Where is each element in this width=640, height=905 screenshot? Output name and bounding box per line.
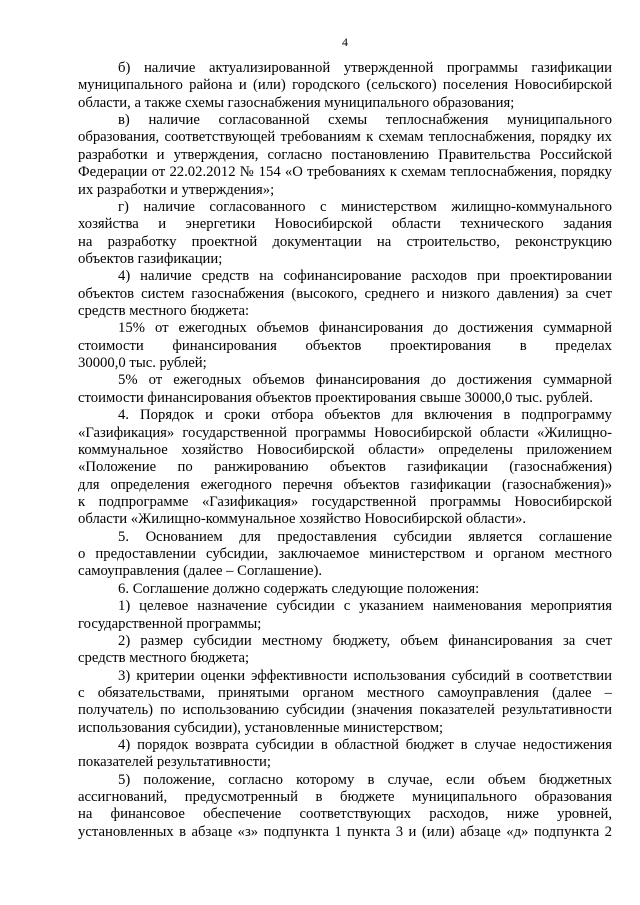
text-line: средств местного бюджета: — [78, 303, 250, 320]
item-4-cofinancing-funds — [78, 268, 612, 320]
text-line: 4. Порядок и сроки отбора объектов для включения в подпрограмму — [118, 407, 612, 424]
text-line: к подпрограмме «Газификация» государственной программы Новосибирской — [78, 493, 612, 510]
text-line: 6. Соглашение должно содержать следующие положения: — [118, 580, 480, 597]
cofinancing-rate-5-percent — [78, 372, 612, 407]
text-line: стоимости финансирования объектов проектирования в пределах — [78, 337, 612, 354]
text-line: 5. Основанием для предоставления субсидии является соглашение — [118, 528, 612, 545]
text-line: на финансовое обеспечение соответствующих расходов, ниже уровней, — [78, 806, 612, 823]
text-line: о предоставлении субсидии, заключаемое министерством и органом местного — [78, 546, 612, 563]
text-line: г) наличие согласованного с министерством жилищно-коммунального — [118, 198, 612, 215]
text-line: стоимости финансирования объектов проектирования свыше 30000,0 тыс. рублей. — [78, 389, 593, 406]
text-line: 15% от ежегодных объемов финансирования до достижения суммарной — [118, 320, 612, 337]
clause-b-gasification-program — [78, 60, 612, 112]
text-line: б) наличие актуализированной утвержденной программы газификации — [118, 60, 612, 76]
text-line: 4) порядок возврата субсидии в областной бюджет в случае недостижения — [118, 737, 612, 754]
text-line: 5% от ежегодных объемов финансирования до достижения суммарной — [118, 372, 612, 389]
section-6-agreement-contents — [78, 581, 612, 598]
section-5-agreement-basis — [78, 529, 612, 581]
text-line: разработки и утверждения, согласно постановлению Правительства Российской — [78, 146, 612, 163]
item-1-subsidy-purpose — [78, 598, 612, 633]
document-body — [78, 60, 612, 841]
text-line: средств местного бюджета; — [78, 650, 250, 667]
text-line: образования, соответствующей требованиям к схемам теплоснабжения, порядку их — [78, 129, 612, 146]
text-line: в) наличие согласованной схемы теплоснабжения муниципального — [118, 112, 612, 129]
text-line: 3) критерии оценки эффективности использования субсидий в соответствии — [118, 667, 612, 684]
text-line: области «Жилищно-коммунальное хозяйство Новосибирской области». — [78, 511, 527, 528]
text-line: для определения ежегодного перечня объектов газификации (газоснабжения)» — [78, 476, 612, 493]
cofinancing-rate-15-percent — [78, 320, 612, 372]
clause-v-heat-supply-scheme — [78, 112, 612, 199]
text-line: 30000,0 тыс. рублей; — [78, 355, 207, 372]
text-line: получатель) по использованию субсидии (значения показателей результативности — [78, 702, 612, 719]
text-line: объектов систем газоснабжения (высокого, среднего и низкого давления) за счет — [78, 285, 612, 302]
text-line: показателей результативности; — [78, 754, 271, 771]
clause-g-technical-assignment — [78, 199, 612, 268]
text-line: 2) размер субсидии местному бюджету, объем финансирования за счет — [118, 632, 612, 649]
text-line: хозяйства и энергетики Новосибирской области технического задания — [78, 216, 612, 233]
text-line: «Газификация» государственной программы Новосибирской области «Жилищно- — [78, 424, 612, 441]
text-line: объектов газификации; — [78, 250, 223, 267]
page-number: 4 — [342, 35, 348, 49]
text-line: ассигнований, предусмотренный в бюджете муниципального образования — [78, 789, 612, 806]
text-line: с обязательствами, принятыми органом местного самоуправления (далее – — [78, 684, 612, 701]
text-line: 5) положение, согласно которому в случае, если объем бюджетных — [118, 771, 612, 788]
text-line: их разработки и утверждения»; — [78, 181, 275, 198]
text-line: 1) целевое назначение субсидии с указанием наименования мероприятия — [118, 598, 612, 615]
text-line: муниципального района и (или) городского (сельского) поселения Новосибирской — [78, 77, 612, 94]
text-line: использования субсидии), установленные министерством; — [78, 719, 444, 736]
text-line: 4) наличие средств на софинансирование расходов при проектировании — [118, 268, 612, 285]
text-line: самоуправления (далее – Соглашение). — [78, 563, 323, 580]
text-line: «Положение по ранжированию объектов газификации (газоснабжения) — [78, 459, 612, 476]
text-line: Федерации от 22.02.2012 № 154 «О требованиях к схемам теплоснабжения, порядку — [78, 164, 612, 181]
item-2-subsidy-amount — [78, 633, 612, 668]
text-line: области, а также схемы газоснабжения муниципального образования; — [78, 94, 515, 111]
text-line: установленных в абзаце «з» подпункта 1 пункта 3 и (или) абзаце «д» подпункта 2 — [78, 823, 612, 840]
item-4-refund-procedure — [78, 737, 612, 772]
text-line: коммунальное хозяйство Новосибирской области» определены приложением — [78, 441, 612, 458]
text-line: на разработку проектной документации на строительство, реконструкцию — [78, 233, 612, 250]
item-3-efficiency-criteria — [78, 668, 612, 737]
item-5-budget-allocation-provision — [78, 772, 612, 841]
section-4-selection-procedure — [78, 407, 612, 529]
text-line: государственной программы; — [78, 615, 262, 632]
